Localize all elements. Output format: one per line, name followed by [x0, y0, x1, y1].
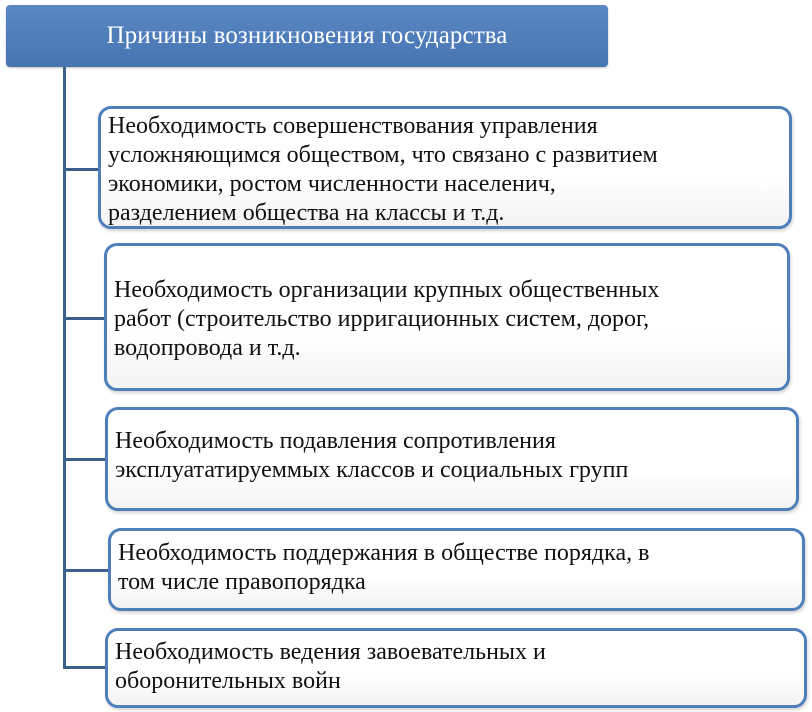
cause-card-2 — [104, 243, 790, 391]
cause-card-5 — [105, 628, 807, 708]
cause-text-2: Необходимость организации крупных общественных работ (строительство ирригационных систем, дорог, водопровода и т.д. — [114, 277, 660, 361]
cause-text-3: Необходимость подавления сопротивления эксплуататируеммых классов и социальных групп — [115, 428, 629, 483]
diagram-title-box — [6, 5, 608, 67]
connector-branch-4 — [63, 569, 110, 572]
cause-text-5: Необходимость ведения завоевательных и оборонительных войн — [115, 639, 546, 694]
cause-card-3 — [105, 407, 799, 511]
connector-branch-2 — [63, 317, 106, 320]
diagram-title: Причины возникновения государства — [106, 22, 508, 49]
connector-branch-1 — [63, 168, 100, 171]
cause-text-4: Необходимость поддержания в обществе порядка, в том числе правопорядка — [118, 540, 650, 595]
cause-text-1: Необходимость совершенствования управления усложняющимся обществом, что связано с развитием экономики, ростом численности населенич, разделением общества на классы и т.д. — [108, 113, 658, 226]
cause-card-4 — [108, 528, 805, 611]
connector-spine — [63, 67, 66, 668]
connector-branch-5 — [63, 666, 107, 669]
connector-branch-3 — [63, 458, 107, 461]
cause-card-1 — [98, 106, 792, 229]
